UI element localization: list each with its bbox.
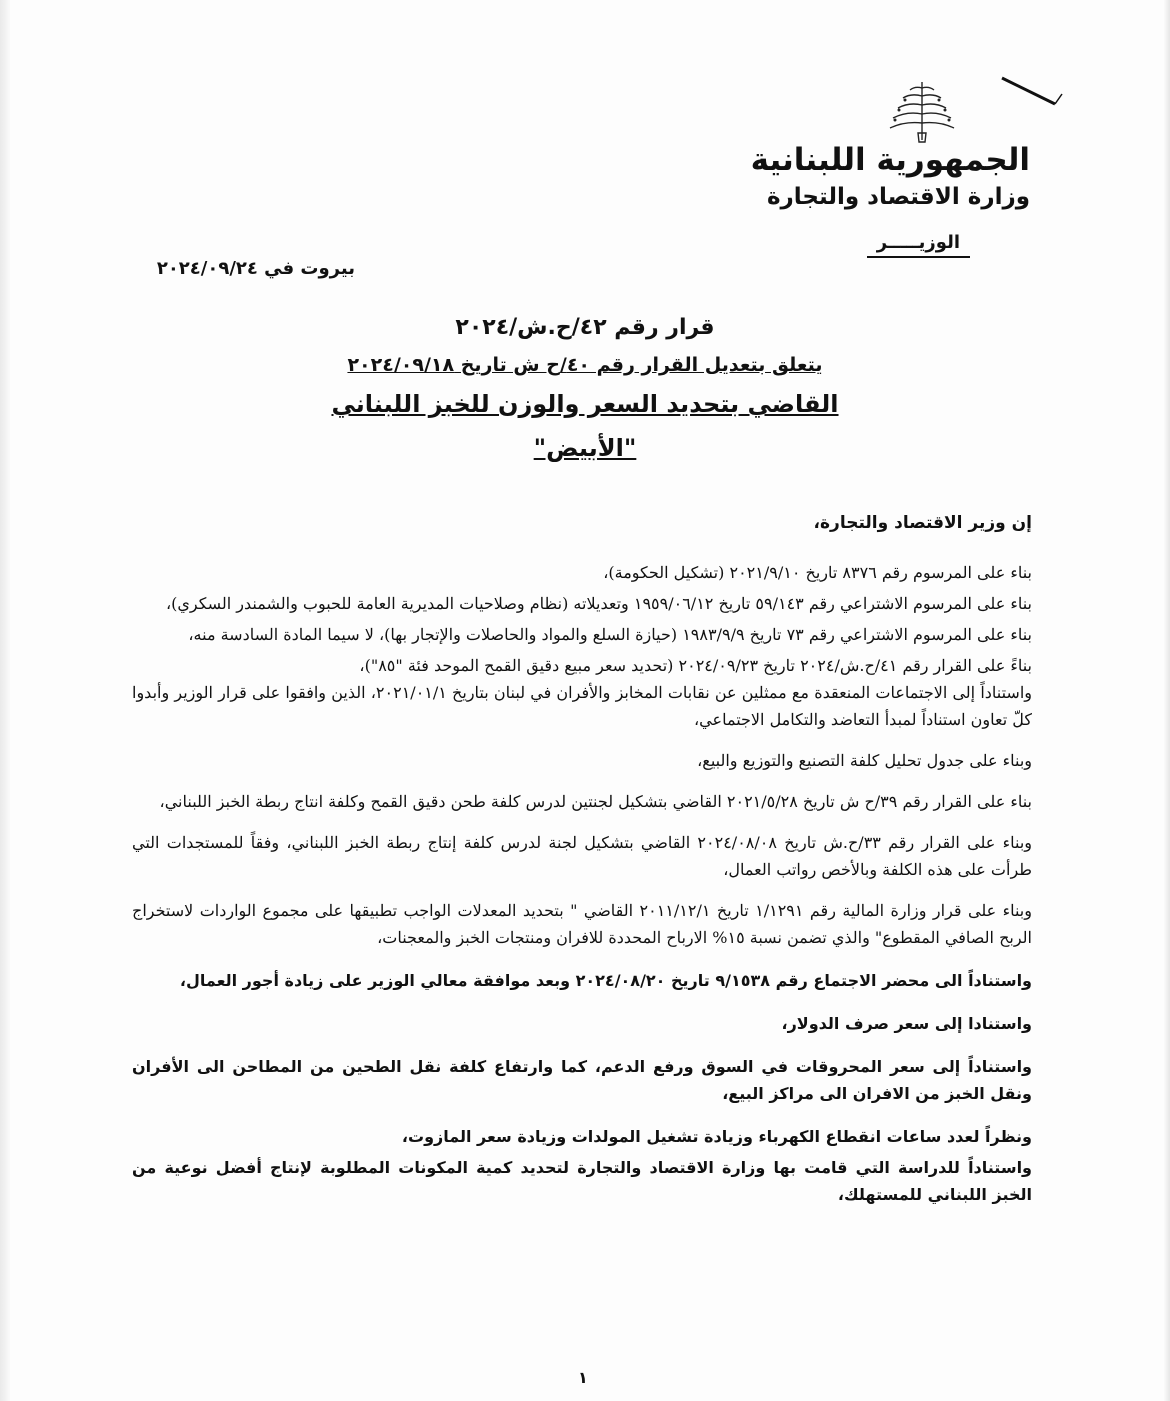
paragraph: بناءً على القرار رقم ٤١/ح.ش/٢٠٢٤ تاريخ ٢٠٢٤/٠٩/٢٣ (تحديد سعر مبيع دقيق القمح الموحد فئة "٨٥")، — [359, 656, 1032, 675]
paragraph: وبناء على جدول تحليل كلفة التصنيع والتوزيع والبيع، — [697, 751, 1032, 770]
page-shadow-right — [1164, 0, 1170, 1401]
paragraph: واستناداً للدراسة التي قامت بها وزارة الاقتصاد والتجارة لتحديد كمية المكونات المطلوبة لإنتاج أفضل نوعية من الخبز اللبناني للمستهلك، — [132, 1158, 1032, 1204]
document-body — [132, 510, 1032, 1208]
date-line: بيروت في ٢٠٢٤/٠٩/٢٤ — [156, 258, 355, 279]
paragraph: بناء على المرسوم الاشتراعي رقم ٧٣ تاريخ ١٩٨٣/٩/٩ (حيازة السلع والمواد والحاصلات والإتجار بها)، لا سيما المادة السادسة منه، — [188, 625, 1032, 644]
pen-stroke-mark — [1000, 70, 1070, 110]
intro-line: إن وزير الاقتصاد والتجارة، — [813, 513, 1032, 533]
paragraph: واستناداً إلى سعر المحروقات في السوق ورفع الدعم، كما وارتفاع كلفة نقل الطحين من المطاحن الى الأفران ونقل الخبز من الافران الى مراكز البيع، — [132, 1057, 1032, 1103]
paragraph: وبناء على قرار وزارة المالية رقم ١/١٢٩١ تاريخ ٢٠١١/١٢/١ القاضي " بتحديد المعدلات الواجب تطبيقها على مجموع الواردات لاستخراج الربح الصافي المقطوع" والذي تضمن نسبة ١٥% الارباح المحددة للافران ومنتجات الخبز والمعجنات، — [132, 901, 1032, 947]
paragraph: بناء على القرار رقم ٣٩/ح ش تاريخ ٢٠٢١/٥/٢٨ القاضي بتشكيل لجنتين لدرس كلفة طحن دقيق القمح وكلفة انتاج ربطة الخبز اللبناني، — [159, 792, 1032, 811]
paragraph: بناء على المرسوم رقم ٨٣٧٦ تاريخ ٢٠٢١/٩/١٠ (تشكيل الحكومة)، — [603, 563, 1032, 582]
cedar-emblem-icon — [885, 78, 960, 148]
paragraph: واستنادا إلى سعر صرف الدولار، — [781, 1014, 1032, 1033]
paragraph: واستناداً الى محضر الاجتماع رقم ٩/١٥٣٨ تاريخ ٢٠٢٤/٠٨/٢٠ وبعد موافقة معالي الوزير على زيادة أجور العمال، — [179, 971, 1032, 990]
letterhead — [751, 140, 1030, 274]
minister-title: الوزيـــــر — [867, 230, 970, 258]
page-number: ١ — [578, 1368, 588, 1387]
page-shadow-left — [0, 0, 10, 1401]
decision-subject: يتعلق بتعديل القرار رقم ٤٠/ح ش تاريخ ٢٠٢٤/٠٩/١٨ — [347, 354, 823, 376]
paragraph: بناء على المرسوم الاشتراعي رقم ٥٩/١٤٣ تاريخ ١٩٥٩/٠٦/١٢ وتعديلاته (نظام وصلاحيات المديرية العامة للحبوب والشمندر السكري)، — [166, 594, 1032, 613]
ministry-name: وزارة الاقتصاد والتجارة — [766, 184, 1030, 210]
paragraph: واستناداً إلى الاجتماعات المنعقدة مع ممثلين عن نقابات المخابز والأفران في لبنان بتاريخ ٢٠٢١/٠١/١، الذين وافقوا على قرار الوزير وأبدوا كلّ تعاون استناداً لمبدأ التعاضد والتكامل الاجتماعي، — [132, 683, 1032, 729]
decision-subject-continued: القاضي بتحديد السعر والوزن للخبز اللبناني "الأبيض" — [331, 390, 839, 462]
decision-title-block — [280, 308, 890, 470]
republic-name: الجمهورية اللبنانية — [750, 142, 1030, 178]
decision-number: قرار رقم ٤٢/ح.ش/٢٠٢٤ — [455, 315, 715, 340]
paragraph: وبناء على القرار رقم ٣٣/ح.ش تاريخ ٢٠٢٤/٠٨/٠٨ القاضي بتشكيل لجنة لدرس كلفة إنتاج ربطة الخبز اللبناني، وفقاً للمستجدات التي طرأت على هذه الكلفة وبالأخص رواتب العمال، — [132, 833, 1033, 879]
paragraph: ونظراً لعدد ساعات انقطاع الكهرباء وزيادة تشغيل المولدات وزيادة سعر المازوت، — [401, 1127, 1032, 1146]
